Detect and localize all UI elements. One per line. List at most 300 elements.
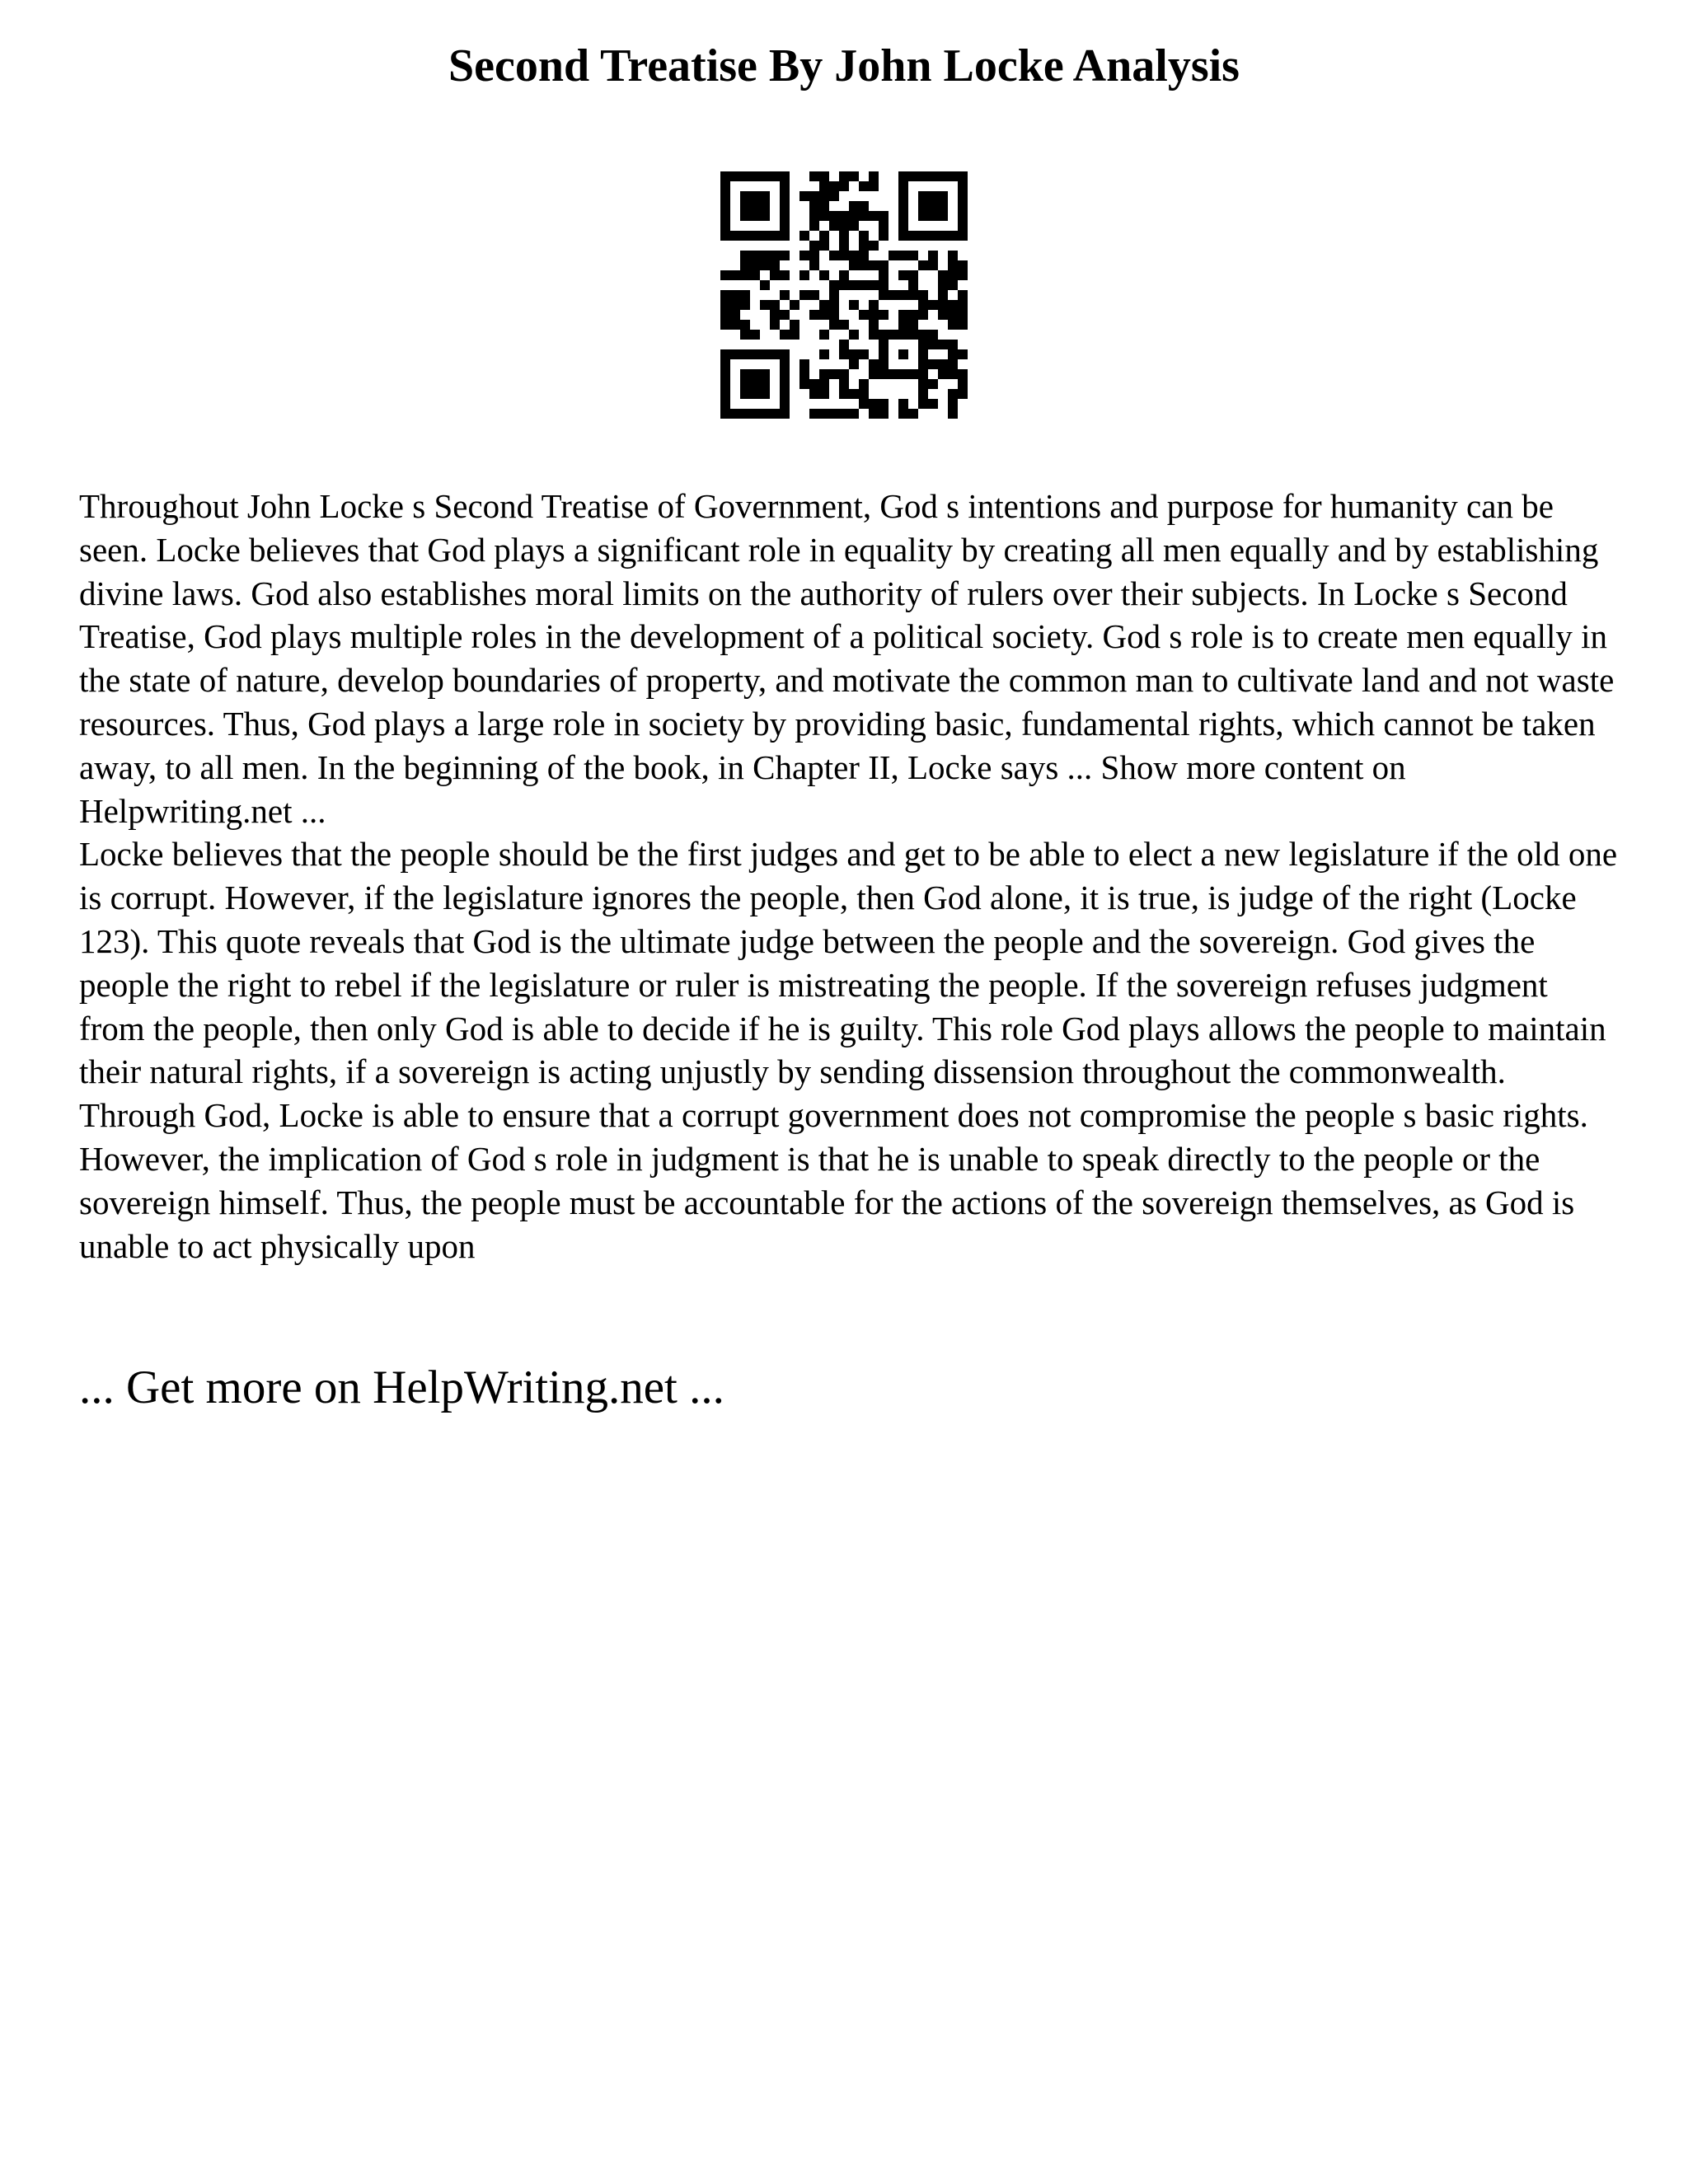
qr-module bbox=[879, 310, 889, 320]
qr-module bbox=[948, 300, 958, 310]
qr-module bbox=[869, 330, 879, 340]
qr-module bbox=[770, 231, 780, 241]
qr-module bbox=[799, 270, 809, 280]
qr-module bbox=[928, 260, 938, 270]
qr-module bbox=[760, 251, 770, 260]
qr-module bbox=[898, 171, 908, 181]
qr-module bbox=[809, 310, 819, 320]
qr-module bbox=[908, 171, 918, 181]
qr-module bbox=[780, 270, 790, 280]
qr-module bbox=[948, 270, 958, 280]
qr-module bbox=[879, 260, 889, 270]
qr-module bbox=[750, 191, 760, 201]
qr-module bbox=[898, 349, 908, 359]
qr-module bbox=[770, 320, 780, 330]
qr-module bbox=[819, 211, 829, 221]
qr-module bbox=[839, 280, 849, 290]
qr-module bbox=[948, 399, 958, 409]
qr-module bbox=[898, 251, 908, 260]
qr-module bbox=[849, 300, 859, 310]
qr-module bbox=[918, 330, 928, 340]
qr-module bbox=[720, 369, 730, 379]
qr-module bbox=[799, 231, 809, 241]
qr-module bbox=[750, 369, 760, 379]
qr-module bbox=[928, 201, 938, 211]
qr-module bbox=[898, 409, 908, 419]
qr-module bbox=[948, 260, 958, 270]
qr-module bbox=[908, 369, 918, 379]
qr-module bbox=[879, 280, 889, 290]
qr-module bbox=[879, 369, 889, 379]
qr-module bbox=[859, 260, 869, 270]
qr-module bbox=[958, 379, 968, 389]
qr-module bbox=[898, 231, 908, 241]
qr-module bbox=[918, 379, 928, 389]
qr-module bbox=[809, 241, 819, 251]
qr-module bbox=[948, 409, 958, 419]
qr-module bbox=[849, 359, 859, 369]
qr-module bbox=[898, 369, 908, 379]
qr-module bbox=[898, 191, 908, 201]
qr-module bbox=[819, 191, 829, 201]
qr-module bbox=[938, 369, 948, 379]
qr-module bbox=[918, 231, 928, 241]
qr-module bbox=[918, 300, 928, 310]
qr-module bbox=[958, 290, 968, 300]
qr-module bbox=[780, 399, 790, 409]
qr-module bbox=[829, 300, 839, 310]
qr-module bbox=[849, 330, 859, 340]
qr-module bbox=[958, 320, 968, 330]
qr-module bbox=[780, 231, 790, 241]
qr-module bbox=[730, 300, 740, 310]
qr-module bbox=[869, 310, 879, 320]
qr-code-icon bbox=[720, 171, 968, 419]
qr-module bbox=[898, 320, 908, 330]
qr-module bbox=[869, 241, 879, 251]
qr-module bbox=[730, 349, 740, 359]
qr-module bbox=[809, 389, 819, 399]
qr-module bbox=[720, 211, 730, 221]
qr-module bbox=[859, 241, 869, 251]
qr-module bbox=[928, 330, 938, 340]
qr-module bbox=[958, 221, 968, 231]
qr-module bbox=[938, 359, 948, 369]
qr-module bbox=[958, 260, 968, 270]
qr-module bbox=[720, 349, 730, 359]
qr-module bbox=[740, 369, 750, 379]
qr-module bbox=[809, 379, 819, 389]
qr-module bbox=[938, 310, 948, 320]
qr-module bbox=[918, 349, 928, 359]
qr-module bbox=[898, 201, 908, 211]
qr-module bbox=[720, 320, 730, 330]
qr-module bbox=[948, 280, 958, 290]
qr-module bbox=[938, 191, 948, 201]
qr-module bbox=[869, 320, 879, 330]
qr-module bbox=[790, 300, 799, 310]
qr-module bbox=[928, 399, 938, 409]
qr-module bbox=[938, 211, 948, 221]
qr-module bbox=[928, 251, 938, 260]
qr-module bbox=[750, 409, 760, 419]
qr-module bbox=[780, 181, 790, 191]
qr-module bbox=[780, 211, 790, 221]
qr-module bbox=[898, 270, 908, 280]
qr-module bbox=[898, 399, 908, 409]
qr-module bbox=[938, 340, 948, 349]
qr-module bbox=[958, 191, 968, 201]
qr-module bbox=[839, 270, 849, 280]
qr-module bbox=[780, 251, 790, 260]
qr-module bbox=[869, 171, 879, 181]
qr-module bbox=[740, 320, 750, 330]
qr-module bbox=[869, 300, 879, 310]
qr-module bbox=[740, 251, 750, 260]
qr-module bbox=[819, 369, 829, 379]
qr-module bbox=[819, 201, 829, 211]
qr-module bbox=[750, 389, 760, 399]
qr-module bbox=[770, 171, 780, 181]
qr-module bbox=[819, 181, 829, 191]
qr-module bbox=[879, 211, 889, 221]
qr-module bbox=[928, 300, 938, 310]
qr-module bbox=[829, 290, 839, 300]
qr-module bbox=[819, 310, 829, 320]
qr-module bbox=[780, 369, 790, 379]
qr-module bbox=[859, 211, 869, 221]
qr-module bbox=[908, 320, 918, 330]
qr-module bbox=[809, 191, 819, 201]
qr-module bbox=[958, 389, 968, 399]
qr-module bbox=[829, 221, 839, 231]
qr-module bbox=[720, 171, 730, 181]
qr-module bbox=[730, 171, 740, 181]
qr-module bbox=[898, 211, 908, 221]
qr-module bbox=[958, 211, 968, 221]
qr-module bbox=[958, 181, 968, 191]
qr-module bbox=[889, 330, 898, 340]
qr-module bbox=[770, 300, 780, 310]
qr-module bbox=[889, 290, 898, 300]
qr-module bbox=[928, 211, 938, 221]
qr-module bbox=[918, 310, 928, 320]
qr-module bbox=[948, 231, 958, 241]
qr-module bbox=[859, 310, 869, 320]
qr-module bbox=[879, 290, 889, 300]
qr-module bbox=[770, 251, 780, 260]
qr-module bbox=[770, 409, 780, 419]
qr-module bbox=[799, 379, 809, 389]
qr-module bbox=[948, 171, 958, 181]
qr-module bbox=[948, 349, 958, 359]
qr-module bbox=[770, 260, 780, 270]
qr-module bbox=[780, 290, 790, 300]
qr-module bbox=[908, 280, 918, 290]
qr-module bbox=[760, 260, 770, 270]
qr-module bbox=[760, 211, 770, 221]
qr-module bbox=[790, 330, 799, 340]
qr-module bbox=[958, 231, 968, 241]
qr-module bbox=[839, 389, 849, 399]
qr-module bbox=[849, 280, 859, 290]
qr-module bbox=[720, 181, 730, 191]
qr-module bbox=[879, 270, 889, 280]
article-paragraph-1: Throughout John Locke s Second Treatise of Government, God s intentions and purpose for humanity can be seen. Locke believes that God plays a significant role in equality by creating all men equally and by establishing divine laws. God also establishes moral limits on the authority of rulers over their subjects. In Locke s Second Treatise, God plays multiple roles in the development of a political society. God s role is to create men equally in the state of nature, develop boundaries of property, and motivate the common man to cultivate land and not waste resources. Thus, God plays a large role in society by providing basic, fundamental rights, which cannot be taken away, to all men. In the beginning of the book, in Chapter II, Locke says ... Show more content on Helpwriting.net ... bbox=[79, 487, 1615, 830]
qr-module bbox=[799, 191, 809, 201]
qr-code-graphic bbox=[720, 171, 968, 419]
qr-module bbox=[839, 211, 849, 221]
qr-module bbox=[849, 201, 859, 211]
qr-module bbox=[839, 181, 849, 191]
qr-module bbox=[869, 181, 879, 191]
qr-module bbox=[760, 201, 770, 211]
qr-module bbox=[740, 270, 750, 280]
qr-module bbox=[760, 379, 770, 389]
qr-module bbox=[819, 231, 829, 241]
qr-module bbox=[849, 389, 859, 399]
qr-module bbox=[750, 379, 760, 389]
qr-module bbox=[819, 171, 829, 181]
qr-module bbox=[948, 340, 958, 349]
qr-module bbox=[908, 251, 918, 260]
qr-module bbox=[809, 201, 819, 211]
qr-module bbox=[740, 191, 750, 201]
qr-module bbox=[869, 211, 879, 221]
qr-module bbox=[889, 369, 898, 379]
qr-module bbox=[720, 399, 730, 409]
qr-module bbox=[908, 231, 918, 241]
qr-module bbox=[928, 340, 938, 349]
qr-module bbox=[760, 191, 770, 201]
qr-module bbox=[908, 270, 918, 280]
qr-module bbox=[829, 211, 839, 221]
qr-module bbox=[938, 201, 948, 211]
qr-module bbox=[948, 251, 958, 260]
qr-module bbox=[898, 290, 908, 300]
qr-module bbox=[829, 251, 839, 260]
qr-module bbox=[829, 191, 839, 201]
qr-module bbox=[829, 280, 839, 290]
qr-module bbox=[760, 409, 770, 419]
qr-module bbox=[928, 191, 938, 201]
qr-module bbox=[958, 171, 968, 181]
qr-module bbox=[780, 359, 790, 369]
qr-module bbox=[918, 369, 928, 379]
qr-module bbox=[750, 201, 760, 211]
qr-module bbox=[918, 260, 928, 270]
qr-module bbox=[859, 399, 869, 409]
qr-module bbox=[859, 181, 869, 191]
qr-module bbox=[740, 260, 750, 270]
qr-module bbox=[849, 251, 859, 260]
qr-module bbox=[859, 349, 869, 359]
qr-module bbox=[730, 320, 740, 330]
get-more-link[interactable]: ... Get more on HelpWriting.net ... bbox=[79, 1361, 724, 1413]
qr-module bbox=[958, 310, 968, 320]
qr-module bbox=[918, 201, 928, 211]
qr-module bbox=[760, 389, 770, 399]
qr-module bbox=[760, 349, 770, 359]
qr-module bbox=[740, 171, 750, 181]
qr-module bbox=[829, 409, 839, 419]
qr-module bbox=[918, 211, 928, 221]
qr-module bbox=[859, 379, 869, 389]
qr-module bbox=[720, 221, 730, 231]
qr-module bbox=[780, 201, 790, 211]
qr-module bbox=[750, 251, 760, 260]
qr-module bbox=[918, 340, 928, 349]
qr-module bbox=[780, 379, 790, 389]
qr-module bbox=[819, 270, 829, 280]
qr-module bbox=[889, 251, 898, 260]
qr-module bbox=[908, 290, 918, 300]
qr-module bbox=[928, 359, 938, 369]
article-paragraph-2: Locke believes that the people should be the first judges and get to be able to elect a new legislature if the old one is corrupt. However, if the legislature ignores the people, then God alone, it is true, is judge of the right (Locke 123). This quote reveals that God is the ultimate judge between the people and the sovereign. God gives the people the right to rebel if the legislature or ruler is mistreating the people. If the sovereign refuses judgment from the people, then only God is able to decide if he is guilty. This role God plays allows the people to maintain their natural rights, if a sovereign is acting unjustly by sending dissension throughout the commonwealth. Through God, Locke is able to ensure that a corrupt government does not compromise the people s basic rights. However, the implication of God s role in judgment is that he is unable to speak directly to the people or the sovereign himself. Thus, the people must be accountable for the actions of the sovereign themselves, as God is unable to act physically upon bbox=[79, 835, 1618, 1265]
qr-module bbox=[958, 270, 968, 280]
qr-module bbox=[879, 231, 889, 241]
qr-module bbox=[740, 379, 750, 389]
qr-module bbox=[829, 310, 839, 320]
qr-module bbox=[799, 290, 809, 300]
qr-module bbox=[770, 310, 780, 320]
qr-module bbox=[730, 290, 740, 300]
qr-module bbox=[760, 300, 770, 310]
qr-module bbox=[958, 369, 968, 379]
qr-module bbox=[849, 211, 859, 221]
qr-module bbox=[720, 379, 730, 389]
qr-module bbox=[720, 409, 730, 419]
qr-module bbox=[750, 231, 760, 241]
qr-module bbox=[958, 201, 968, 211]
qr-module bbox=[859, 280, 869, 290]
qr-module bbox=[918, 359, 928, 369]
qr-module bbox=[770, 349, 780, 359]
qr-module bbox=[780, 221, 790, 231]
document-title: Second Treatise By John Locke Analysis bbox=[448, 40, 1240, 91]
qr-module bbox=[869, 369, 879, 379]
qr-module bbox=[819, 409, 829, 419]
qr-module bbox=[898, 330, 908, 340]
qr-module bbox=[948, 389, 958, 399]
qr-module bbox=[918, 389, 928, 399]
qr-module bbox=[948, 369, 958, 379]
qr-module bbox=[799, 359, 809, 369]
qr-module bbox=[819, 389, 829, 399]
qr-module bbox=[879, 409, 889, 419]
qr-module bbox=[948, 359, 958, 369]
qr-module bbox=[859, 231, 869, 241]
qr-module bbox=[839, 251, 849, 260]
qr-module bbox=[898, 181, 908, 191]
qr-module bbox=[869, 260, 879, 270]
qr-module bbox=[839, 231, 849, 241]
qr-module bbox=[869, 409, 879, 419]
qr-module bbox=[760, 280, 770, 290]
qr-module bbox=[869, 359, 879, 369]
qr-module bbox=[869, 399, 879, 409]
qr-module bbox=[750, 211, 760, 221]
qr-module bbox=[809, 290, 819, 300]
qr-module bbox=[938, 290, 948, 300]
qr-module bbox=[740, 409, 750, 419]
qr-module bbox=[720, 389, 730, 399]
qr-module bbox=[720, 191, 730, 201]
qr-module bbox=[918, 191, 928, 201]
qr-module bbox=[849, 171, 859, 181]
qr-module bbox=[720, 359, 730, 369]
qr-module bbox=[750, 330, 760, 340]
qr-module bbox=[958, 300, 968, 310]
qr-module bbox=[819, 300, 829, 310]
qr-module bbox=[750, 260, 760, 270]
qr-module bbox=[740, 389, 750, 399]
qr-module bbox=[839, 349, 849, 359]
qr-module bbox=[760, 171, 770, 181]
qr-module bbox=[918, 399, 928, 409]
qr-module bbox=[928, 231, 938, 241]
qr-module bbox=[809, 211, 819, 221]
qr-module bbox=[849, 221, 859, 231]
qr-module bbox=[879, 349, 889, 359]
qr-module bbox=[819, 349, 829, 359]
qr-module bbox=[839, 171, 849, 181]
qr-module bbox=[770, 270, 780, 280]
qr-module bbox=[829, 320, 839, 330]
qr-module bbox=[948, 310, 958, 320]
qr-module bbox=[938, 270, 948, 280]
qr-module bbox=[740, 330, 750, 340]
qr-module bbox=[839, 241, 849, 251]
qr-module bbox=[780, 171, 790, 181]
qr-module bbox=[720, 310, 730, 320]
qr-module bbox=[908, 330, 918, 340]
qr-module bbox=[879, 359, 889, 369]
qr-module bbox=[839, 320, 849, 330]
qr-module bbox=[819, 330, 829, 340]
qr-module bbox=[760, 369, 770, 379]
qr-module bbox=[780, 310, 790, 320]
qr-module bbox=[720, 231, 730, 241]
qr-module bbox=[720, 290, 730, 300]
qr-module bbox=[898, 221, 908, 231]
qr-module bbox=[879, 340, 889, 349]
qr-module bbox=[790, 320, 799, 330]
qr-module bbox=[750, 270, 760, 280]
qr-module bbox=[750, 171, 760, 181]
qr-module bbox=[908, 409, 918, 419]
qr-module bbox=[730, 270, 740, 280]
qr-module bbox=[809, 171, 819, 181]
qr-module bbox=[829, 369, 839, 379]
qr-module bbox=[780, 409, 790, 419]
qr-module bbox=[849, 349, 859, 359]
qr-module bbox=[829, 181, 839, 191]
qr-module bbox=[938, 171, 948, 181]
qr-module bbox=[740, 349, 750, 359]
qr-module bbox=[799, 369, 809, 379]
qr-module bbox=[849, 409, 859, 419]
qr-module bbox=[908, 310, 918, 320]
qr-module bbox=[780, 389, 790, 399]
qr-module bbox=[799, 251, 809, 260]
qr-module bbox=[720, 300, 730, 310]
qr-module bbox=[849, 260, 859, 270]
qr-module bbox=[898, 310, 908, 320]
qr-module bbox=[839, 369, 849, 379]
qr-module bbox=[720, 270, 730, 280]
qr-module bbox=[928, 171, 938, 181]
